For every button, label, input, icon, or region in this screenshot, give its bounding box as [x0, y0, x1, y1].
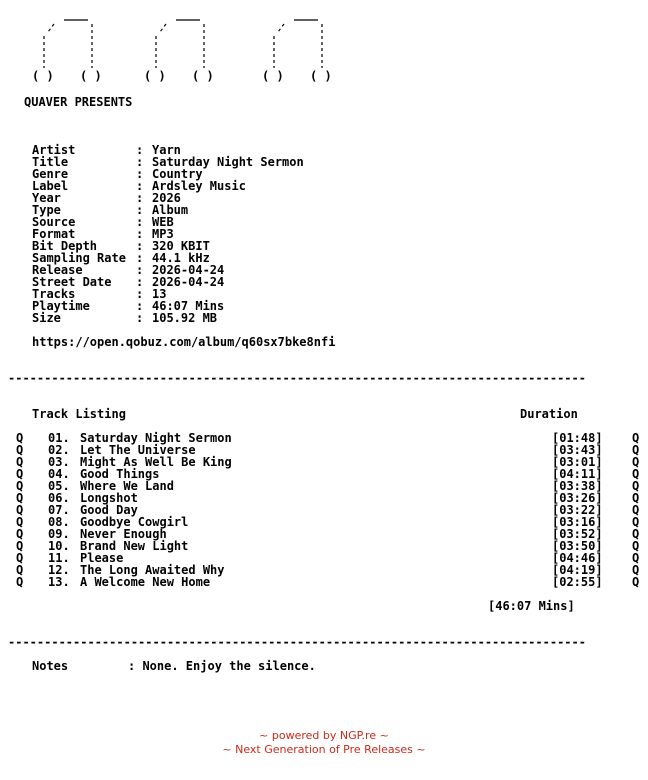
track-number: 10.: [48, 539, 70, 553]
info-separator: :: [136, 167, 144, 181]
info-separator: :: [136, 191, 144, 205]
info-separator: :: [136, 239, 144, 253]
svg-text:( ): ( ): [144, 69, 166, 83]
info-label: Sampling Rate: [32, 251, 126, 265]
track-title: Saturday Night Sermon: [80, 431, 232, 445]
track-title: Where We Land: [80, 479, 174, 493]
track-title: Let The Universe: [80, 443, 196, 457]
track-marker-right: Q: [632, 443, 640, 457]
info-value: MP3: [152, 227, 174, 241]
note-pair-3: [274, 20, 322, 68]
info-label: Source: [32, 215, 76, 229]
track-number: 13.: [48, 575, 70, 589]
track-title: Longshot: [80, 491, 138, 505]
track-duration: [04:11]: [552, 467, 603, 481]
track-number: 06.: [48, 491, 70, 505]
track-number: 12.: [48, 563, 70, 577]
info-separator: :: [136, 275, 144, 289]
track-marker-left: Q: [16, 431, 24, 445]
info-value: Saturday Night Sermon: [152, 155, 304, 169]
track-number: 04.: [48, 467, 70, 481]
track-title: Please: [80, 551, 124, 565]
presents-heading: QUAVER PRESENTS: [24, 95, 133, 109]
info-value: 105.92 MB: [152, 311, 218, 325]
info-separator: :: [136, 179, 144, 193]
track-duration: [03:01]: [552, 455, 603, 469]
info-separator: :: [136, 143, 144, 157]
track-marker-left: Q: [16, 503, 24, 517]
info-value: Ardsley Music: [152, 179, 246, 193]
info-separator: :: [136, 203, 144, 217]
track-title: Good Things: [80, 467, 160, 481]
track-number: 05.: [48, 479, 70, 493]
track-marker-right: Q: [632, 503, 640, 517]
quaver-notes-logo: [28, 16, 338, 89]
track-marker-right: Q: [632, 539, 640, 553]
track-title: Goodbye Cowgirl: [80, 515, 189, 529]
track-marker-left: Q: [16, 443, 24, 457]
track-title: The Long Awaited Why: [80, 563, 225, 577]
info-label: Year: [32, 191, 61, 205]
track-marker-right: Q: [632, 527, 640, 541]
track-duration: [04:46]: [552, 551, 603, 565]
track-marker-right: Q: [632, 563, 640, 577]
info-label: Size: [32, 311, 61, 325]
note-pair-2: [156, 20, 204, 68]
track-marker-left: Q: [16, 479, 24, 493]
track-duration: [01:48]: [552, 431, 603, 445]
track-marker-right: Q: [632, 551, 640, 565]
track-marker-left: Q: [16, 563, 24, 577]
track-duration: [03:38]: [552, 479, 603, 493]
track-number: 02.: [48, 443, 70, 457]
svg-text:( ): ( ): [310, 69, 332, 83]
info-value: 2026: [152, 191, 181, 205]
track-marker-left: Q: [16, 539, 24, 553]
track-title: Good Day: [80, 503, 138, 517]
track-number: 01.: [48, 431, 70, 445]
info-value: Album: [152, 203, 189, 217]
info-label: Release: [32, 263, 83, 277]
track-number: 08.: [48, 515, 70, 529]
info-separator: :: [136, 299, 144, 313]
track-marker-left: Q: [16, 455, 24, 469]
qobuz-link[interactable]: https://open.qobuz.com/album/q60sx7bke8nfi: [32, 335, 336, 349]
info-value: Country: [152, 167, 203, 181]
track-title: Brand New Light: [80, 539, 189, 553]
info-label: Type: [32, 203, 61, 217]
track-title: Never Enough: [80, 527, 167, 541]
track-marker-left: Q: [16, 515, 24, 529]
track-marker-right: Q: [632, 479, 640, 493]
divider-top: --------------------------------------------------------------------------------: [8, 371, 586, 385]
footer-tagline: ~ Next Generation of Pre Releases ~: [222, 743, 426, 756]
track-number: 09.: [48, 527, 70, 541]
info-value: 46:07 Mins: [152, 299, 225, 313]
svg-text:( ): ( ): [262, 69, 284, 83]
info-label: Title: [32, 155, 69, 169]
track-marker-right: Q: [632, 575, 640, 589]
svg-text:( ): ( ): [192, 69, 214, 83]
info-label: Tracks: [32, 287, 76, 301]
info-separator: :: [136, 251, 144, 265]
info-value: 13: [152, 287, 167, 301]
track-number: 03.: [48, 455, 70, 469]
svg-text:( ): ( ): [80, 69, 102, 83]
track-marker-right: Q: [632, 431, 640, 445]
track-number: 07.: [48, 503, 70, 517]
info-label: Bit Depth: [32, 239, 98, 253]
info-label: Playtime: [32, 299, 90, 313]
info-label: Genre: [32, 167, 69, 181]
total-duration: [46:07 Mins]: [488, 599, 575, 613]
track-marker-left: Q: [16, 467, 24, 481]
notes-label: Notes: [32, 659, 69, 673]
track-duration: [04:19]: [552, 563, 603, 577]
svg-text:( ): ( ): [32, 69, 54, 83]
note-pair-1: [44, 20, 92, 68]
track-marker-left: Q: [16, 527, 24, 541]
track-duration: [03:26]: [552, 491, 603, 505]
track-title: Might As Well Be King: [80, 455, 232, 469]
info-label: Artist: [32, 143, 76, 157]
track-marker-right: Q: [632, 467, 640, 481]
track-duration: [03:22]: [552, 503, 603, 517]
info-value: WEB: [152, 215, 174, 229]
info-separator: :: [136, 311, 144, 325]
track-marker-right: Q: [632, 491, 640, 505]
info-value: 320 KBIT: [152, 239, 210, 253]
track-listing-heading: Track Listing: [32, 407, 126, 421]
divider-bottom: --------------------------------------------------------------------------------: [8, 635, 586, 649]
track-marker-left: Q: [16, 551, 24, 565]
info-label: Format: [32, 227, 76, 241]
info-separator: :: [136, 287, 144, 301]
info-value: 2026-04-24: [152, 263, 225, 277]
info-separator: :: [136, 227, 144, 241]
track-duration: [02:55]: [552, 575, 603, 589]
info-label: Label: [32, 179, 69, 193]
track-duration: [03:52]: [552, 527, 603, 541]
track-marker-right: Q: [632, 455, 640, 469]
info-value: Yarn: [152, 143, 181, 157]
notes-value: : None. Enjoy the silence.: [128, 659, 316, 673]
music-notes-icon: [28, 16, 338, 86]
footer-powered-by: ~ powered by NGP.re ~: [259, 729, 389, 742]
track-marker-right: Q: [632, 515, 640, 529]
track-marker-left: Q: [16, 575, 24, 589]
info-label: Street Date: [32, 275, 112, 289]
track-number: 11.: [48, 551, 70, 565]
info-separator: :: [136, 155, 144, 169]
track-duration: [03:43]: [552, 443, 603, 457]
info-separator: :: [136, 215, 144, 229]
track-title: A Welcome New Home: [80, 575, 211, 589]
track-duration: [03:16]: [552, 515, 603, 529]
info-value: 44.1 kHz: [152, 251, 210, 265]
info-separator: :: [136, 263, 144, 277]
track-duration: [03:50]: [552, 539, 603, 553]
info-value: 2026-04-24: [152, 275, 225, 289]
track-marker-left: Q: [16, 491, 24, 505]
duration-heading: Duration: [520, 407, 578, 421]
